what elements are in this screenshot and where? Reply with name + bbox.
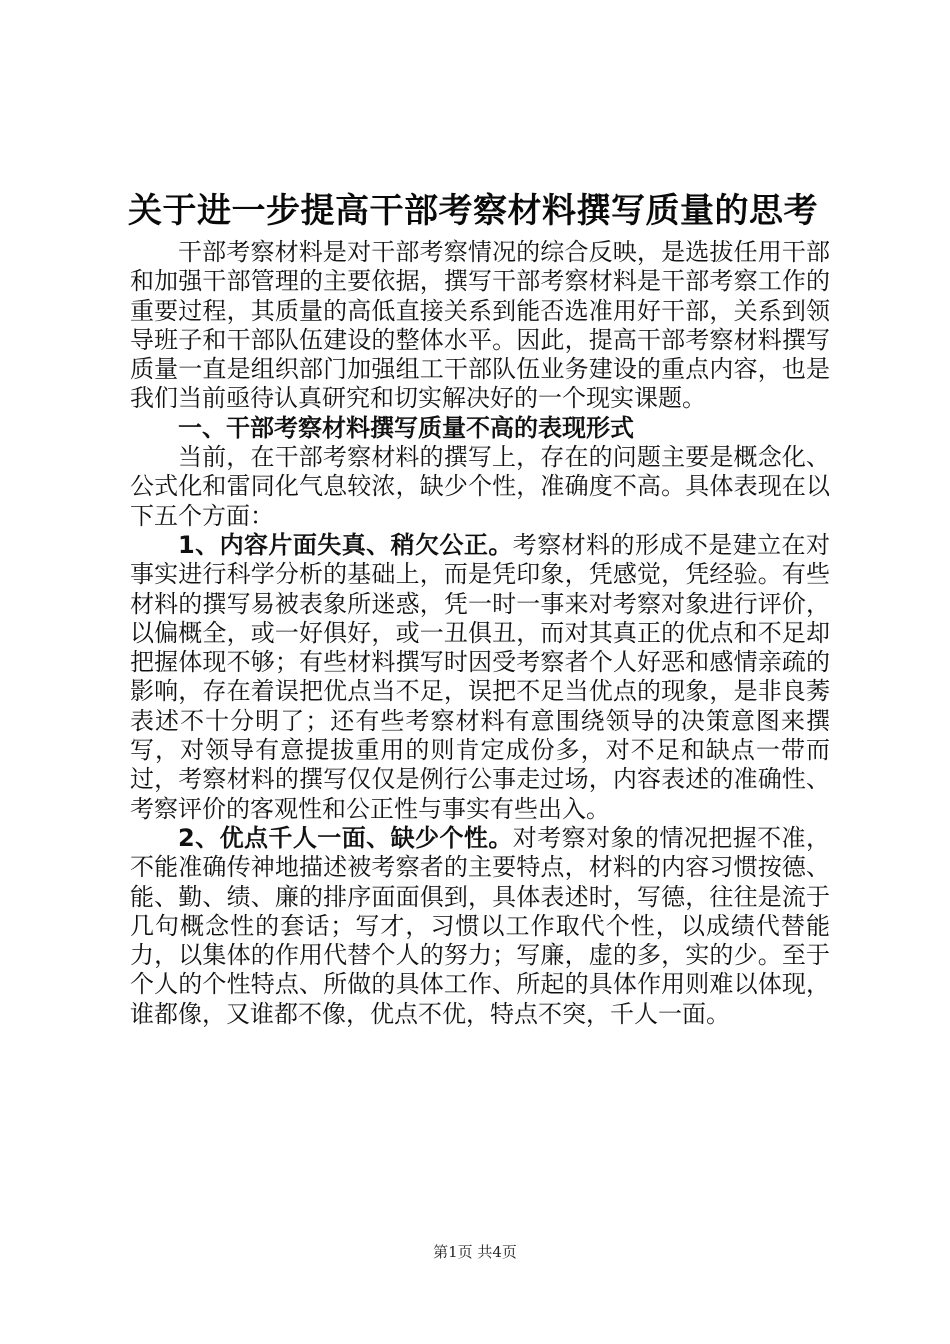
page-footer: 第1页 共4页: [433, 1243, 517, 1261]
document-title: 关于进一步提高干部考察材料撰写质量的思考: [128, 191, 818, 231]
point-1-lead: 1、内容片面失真、稍欠公正。: [178, 530, 513, 559]
point-1-text: 考察材料的形成不是建立在对事实进行科学分析的基础上，而是凭印象，凭感觉，凭经验。有些材料的撰写易被表象所迷惑，凭一时一事来对考察对象进行评价，以偏概全，或一好俱好，或一丑俱丑，而对其真正的优点和不足却把握体现不够；有些材料撰写时因受考察者个人好恶和感情亲疏的影响，存在着误把优点当不足，误把不足当优点的现象，是非良莠表述不十分明了；还有些考察材料有意围绕领导的决策意图来撰写，对领导有意提拔重用的则肯定成份多，对不足和缺点一带而过，考察材料的撰写仅仅是例行公事走过场，内容表述的准确性、考察评价的客观性和公正性与事实有些出入。: [130, 530, 830, 823]
document-body: [130, 238, 830, 1029]
point-1-paragraph: [130, 531, 830, 824]
point-2-paragraph: [130, 824, 830, 1029]
intro-paragraph: 干部考察材料是对干部考察情况的综合反映，是选拔任用干部和加强干部管理的主要依据，撰写干部考察材料是干部考察工作的重要过程，其质量的高低直接关系到能否选准用好干部，关系到领导班子和干部队伍建设的整体水平。因此，提高干部考察材料撰写质量一直是组织部门加强组工干部队伍业务建设的重点内容，也是我们当前亟待认真研究和切实解决好的一个现实课题。: [130, 238, 830, 413]
section-heading: 一、干部考察材料撰写质量不高的表现形式: [178, 413, 634, 442]
point-2-text: 对考察对象的情况把握不准，不能准确传神地描述被考察者的主要特点，材料的内容习惯按德、能、勤、绩、廉的排序面面俱到，具体表述时，写德，往往是流于几句概念性的套话；写才，习惯以工作取代个性，以成绩代替能力，以集体的作用代替个人的努力；写廉，虚的多，实的少。至于个人的个性特点、所做的具体工作、所起的具体作用则难以体现，谁都像，又谁都不像，优点不优，特点不突，千人一面。: [130, 823, 830, 1028]
point-2-lead: 2、优点千人一面、缺少个性。: [178, 823, 513, 852]
section-intro-paragraph: 当前，在干部考察材料的撰写上，存在的问题主要是概念化、公式化和雷同化气息较浓，缺少个性，准确度不高。具体表现在以下五个方面：: [130, 443, 830, 530]
